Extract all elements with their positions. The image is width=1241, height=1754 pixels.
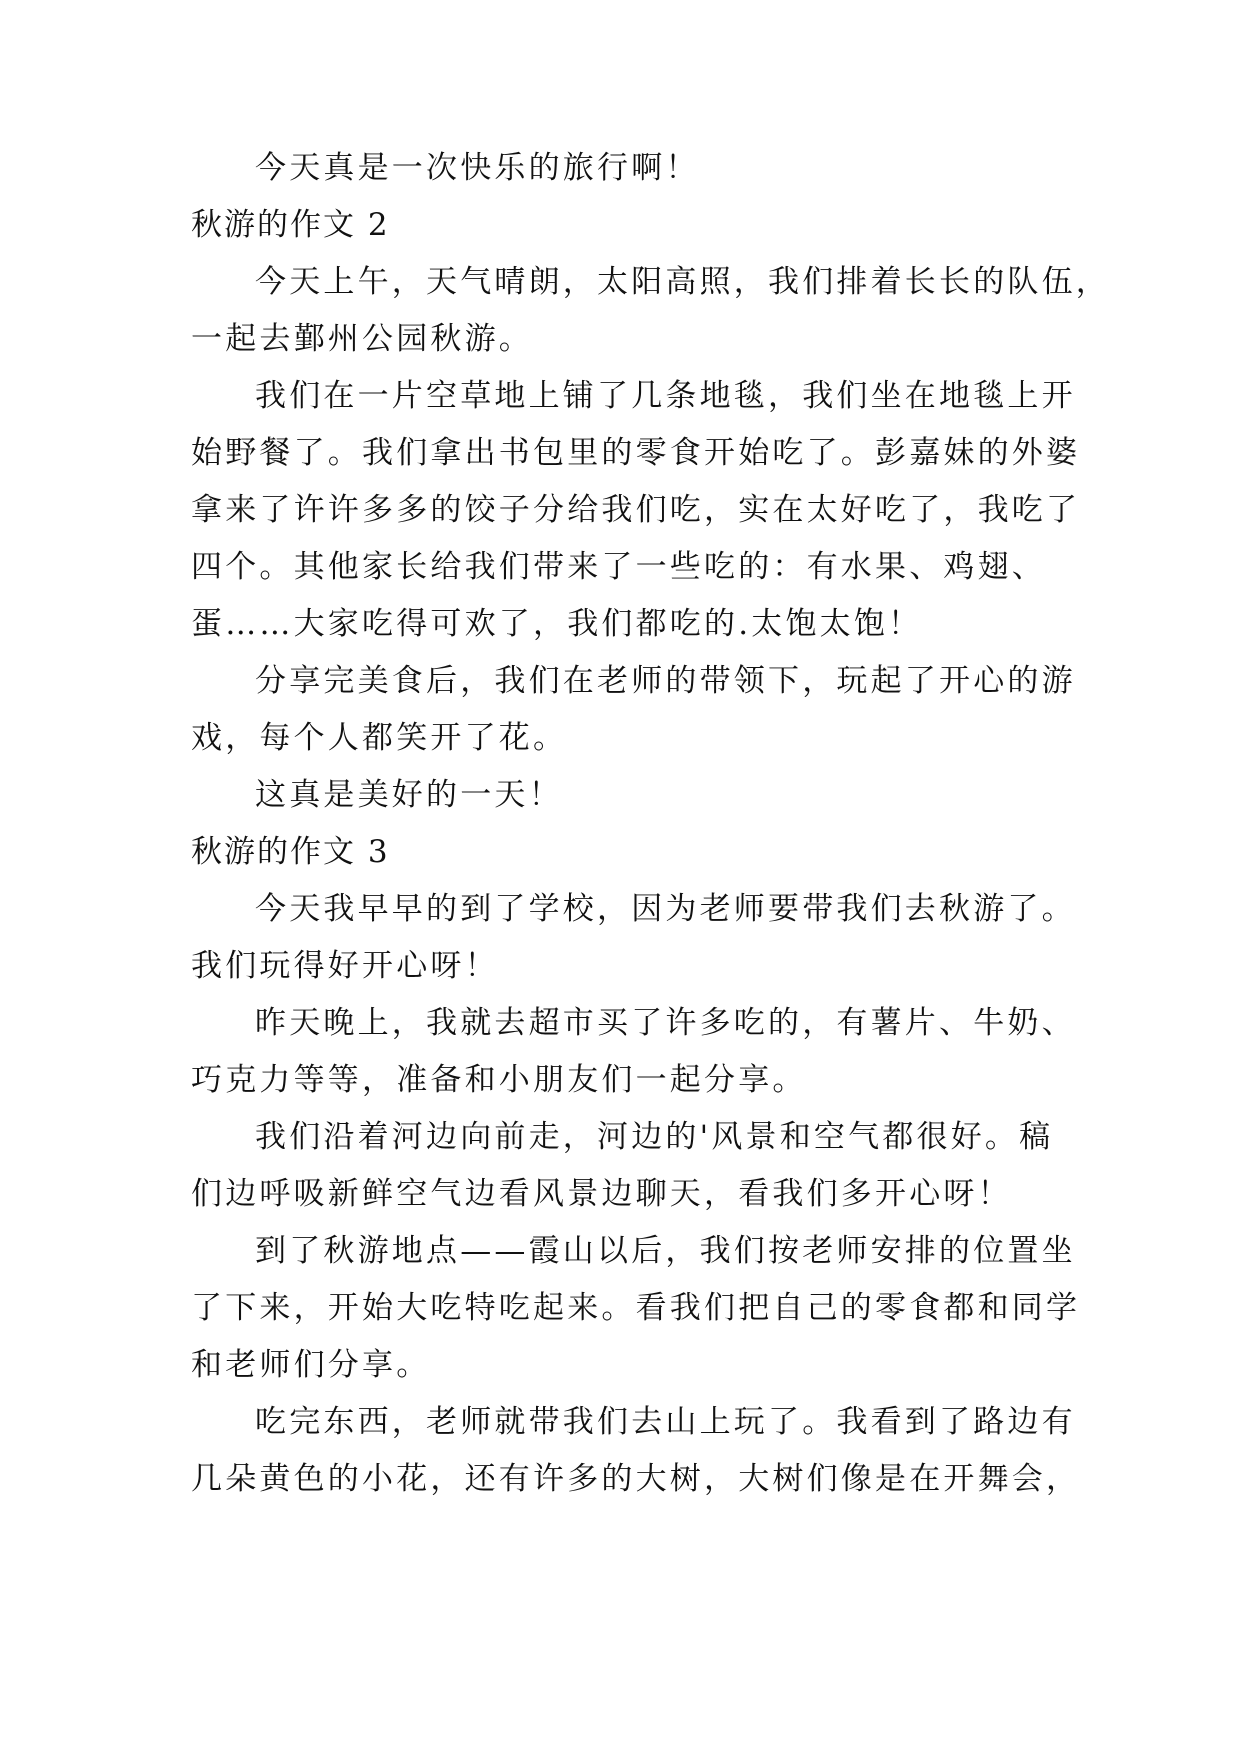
paragraph-line: 和老师们分享。 [191, 1347, 431, 1383]
paragraph-line: 昨天晚上，我就去超市买了许多吃的，有薯片、牛奶、 [255, 1005, 1076, 1041]
paragraph-line: 一起去鄞州公园秋游。 [191, 321, 533, 357]
paragraph-line: 始野餐了。我们拿出书包里的零食开始吃了。彭嘉妹的外婆 [191, 435, 1081, 471]
paragraph-line: 今天上午，天气晴朗，太阳高照，我们排着长长的队伍， [255, 264, 1110, 300]
paragraph-line: 到了秋游地点——霞山以后，我们按老师安排的位置坐 [255, 1233, 1076, 1269]
paragraph-line: 我们沿着河边向前走，河边的'风景和空气都很好。稿 [255, 1119, 1054, 1155]
paragraph-line: 了下来，开始大吃特吃起来。看我们把自己的零食都和同学 [191, 1290, 1081, 1326]
paragraph-line: 几朵黄色的小花，还有许多的大树，大树们像是在开舞会， [191, 1461, 1081, 1497]
section-heading: 秋游的作文 3 [191, 834, 390, 870]
section-heading: 秋游的作文 2 [191, 207, 390, 243]
paragraph-line: 戏，每个人都笑开了花。 [191, 720, 568, 756]
paragraph-line: 拿来了许许多多的饺子分给我们吃，实在太好吃了，我吃了 [191, 492, 1081, 528]
paragraph-line: 分享完美食后，我们在老师的带领下，玩起了开心的游 [255, 663, 1076, 699]
paragraph-line: 巧克力等等，准备和小朋友们一起分享。 [191, 1062, 807, 1098]
paragraph-line: 四个。其他家长给我们带来了一些吃的：有水果、鸡翅、 [191, 549, 1046, 585]
paragraph-line: 们边呼吸新鲜空气边看风景边聊天，看我们多开心呀！ [191, 1176, 1012, 1212]
paragraph-line: 今天真是一次快乐的旅行啊！ [255, 150, 700, 186]
paragraph-line: 吃完东西，老师就带我们去山上玩了。我看到了路边有 [255, 1404, 1076, 1440]
paragraph-line: 这真是美好的一天！ [255, 777, 563, 813]
paragraph-line: 我们玩得好开心呀！ [191, 948, 499, 984]
paragraph-line: 我们在一片空草地上铺了几条地毯，我们坐在地毯上开 [255, 378, 1076, 414]
paragraph-line: 蛋……大家吃得可欢了，我们都吃的.太饱太饱！ [191, 606, 923, 642]
paragraph-line: 今天我早早的到了学校，因为老师要带我们去秋游了。 [255, 891, 1076, 927]
